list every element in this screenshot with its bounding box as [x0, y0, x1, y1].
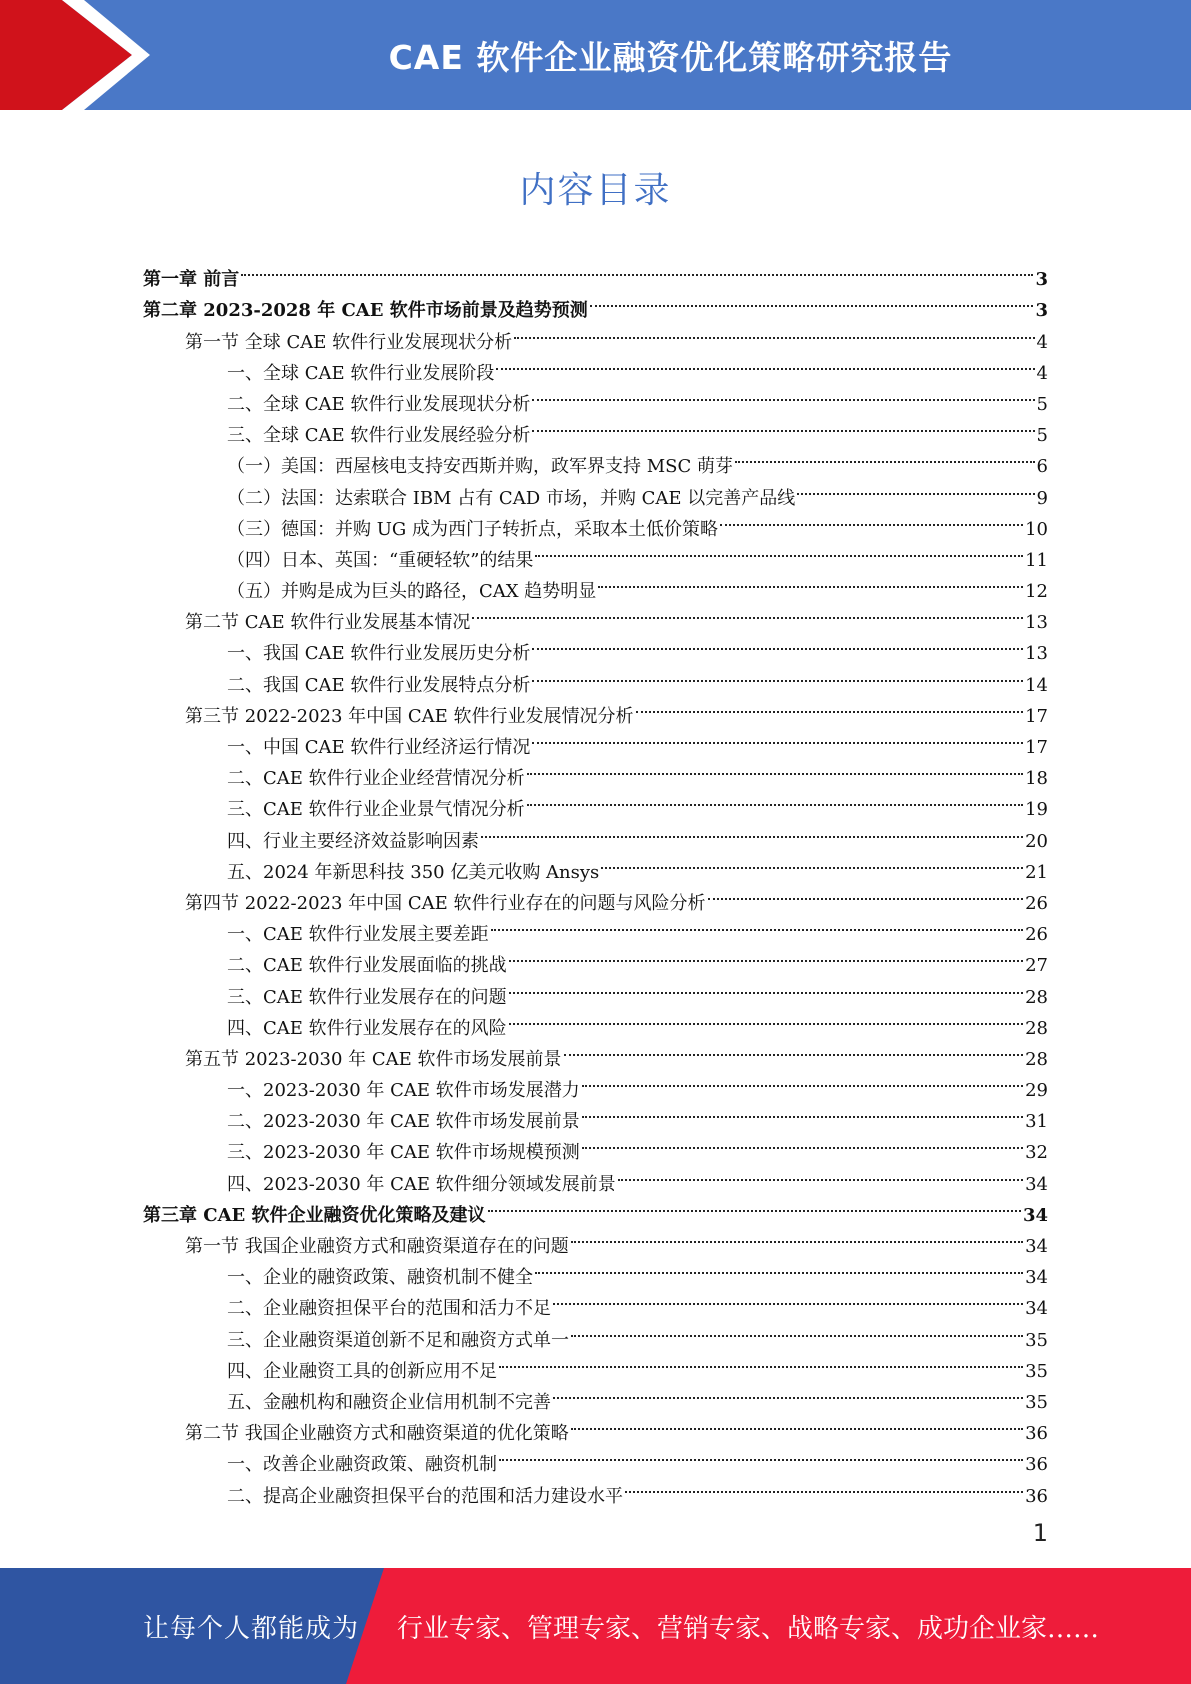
toc-entry-title: 二、全球 CAE 软件行业发展现状分析: [227, 393, 531, 415]
toc-entry-title: 第一节 全球 CAE 软件行业发展现状分析: [185, 331, 513, 353]
toc-entry-title: 第五节 2023-2030 年 CAE 软件市场发展前景: [185, 1048, 562, 1070]
toc-dot-leader: [571, 1408, 1023, 1439]
toc-entry-page: 9: [1036, 487, 1048, 509]
toc-dot-leader: [582, 1127, 1023, 1158]
toc-entry-page: 20: [1025, 830, 1048, 852]
toc-entry-page: 34: [1022, 1204, 1048, 1226]
toc-entry-title: 二、2023-2030 年 CAE 软件市场发展前景: [227, 1111, 580, 1133]
toc-entry-page: 35: [1025, 1391, 1048, 1413]
toc-entry-page: 3: [1035, 269, 1048, 291]
toc-entry-page: 35: [1025, 1360, 1048, 1382]
toc-dot-leader: [618, 1158, 1023, 1189]
toc-entry-title: 五、2024 年新思科技 350 亿美元收购 Ansys: [227, 861, 600, 883]
toc-dot-leader: [535, 1252, 1023, 1283]
toc-dot-leader: [532, 722, 1023, 753]
toc-dot-leader: [241, 254, 1033, 285]
toc-entry-title: 一、CAE 软件行业发展主要差距: [227, 924, 489, 946]
toc-entry-title: 四、CAE 软件行业发展存在的风险: [227, 1017, 507, 1039]
toc-entry-title: 第一章 前言: [143, 269, 240, 291]
toc-entry-title: 一、2023-2030 年 CAE 软件市场发展潜力: [227, 1080, 580, 1102]
toc-dot-leader: [509, 940, 1023, 971]
toc-entry-title: 四、企业融资工具的创新应用不足: [227, 1360, 497, 1382]
toc-entry-page: 34: [1025, 1298, 1048, 1320]
footer-banner: [0, 1568, 1191, 1684]
toc-entry-page: 28: [1025, 986, 1048, 1008]
toc-entry-title: 三、全球 CAE 软件行业发展经验分析: [227, 425, 531, 447]
toc-entry-page: 3: [1035, 300, 1048, 322]
toc-dot-leader: [481, 815, 1023, 846]
toc-entry-page: 28: [1025, 1048, 1048, 1070]
page-number: 1: [1032, 1519, 1048, 1547]
toc-entry-title: （四）日本、英国：“重硬轻软”的结果: [227, 549, 534, 571]
toc-dot-leader: [571, 1221, 1023, 1252]
toc-entry-page: 35: [1025, 1329, 1048, 1351]
toc-entry[interactable]: [143, 285, 1048, 322]
toc-entry-title: （三）德国：并购 UG 成为西门子转折点，采取本土低价策略: [227, 518, 718, 540]
toc-dot-leader: [532, 659, 1023, 690]
toc-entry-title: 一、中国 CAE 软件行业经济运行情况: [227, 737, 531, 758]
toc-dot-leader: [601, 847, 1023, 878]
toc-entry-page: 17: [1025, 705, 1048, 727]
toc-entry-title: 二、CAE 软件行业发展面临的挑战: [227, 955, 507, 977]
toc-entry-title: （五）并购是成为巨头的路径，CAX 趋势明显: [227, 581, 597, 603]
footer-slogan-right: 行业专家、管理专家、营销专家、战略专家、成功企业家……: [397, 1613, 1100, 1644]
toc-dot-leader: [527, 753, 1023, 784]
toc-entry-title: 二、企业融资担保平台的范围和活力不足: [227, 1298, 551, 1320]
toc-dot-leader: [582, 1096, 1023, 1127]
toc-entry-title: 一、企业的融资政策、融资机制不健全: [227, 1267, 533, 1289]
toc-entry-page: 34: [1025, 1236, 1048, 1257]
toc-entry-page: 34: [1025, 1173, 1048, 1195]
toc-entry-page: 5: [1036, 425, 1048, 447]
toc-entry-page: 32: [1025, 1142, 1048, 1164]
toc-entry-page: 26: [1025, 892, 1048, 914]
toc-dot-leader: [708, 878, 1024, 909]
toc-dot-leader: [720, 504, 1023, 535]
toc-dot-leader: [636, 691, 1024, 722]
toc-entry-title: 三、企业融资渠道创新不足和融资方式单一: [227, 1329, 569, 1351]
toc-entry-page: 12: [1025, 581, 1048, 603]
toc-entry-page: 13: [1025, 643, 1048, 665]
toc-dot-leader: [514, 316, 1034, 347]
toc-entry-page: 5: [1036, 393, 1048, 415]
toc-entry-title: 四、2023-2030 年 CAE 软件细分领域发展前景: [227, 1173, 616, 1195]
toc-dot-leader: [590, 285, 1034, 316]
toc-entry-page: 11: [1025, 549, 1048, 571]
toc-entry-title: 二、我国 CAE 软件行业发展特点分析: [227, 674, 531, 696]
toc-dot-leader: [499, 1439, 1023, 1470]
toc-dot-leader: [532, 379, 1034, 410]
toc-entry-title: 五、金融机构和融资企业信用机制不完善: [227, 1391, 551, 1413]
toc-entry-page: 18: [1025, 768, 1048, 790]
toc-entry[interactable]: [143, 254, 1048, 291]
toc-entry-page: 6: [1036, 456, 1048, 478]
toc-entry-title: 一、改善企业融资政策、融资机制: [227, 1454, 497, 1476]
toc-heading: 内容目录: [519, 170, 672, 211]
toc-entry-title: 二、提高企业融资担保平台的范围和活力建设水平: [227, 1485, 623, 1507]
toc-dot-leader: [472, 597, 1023, 628]
toc-entry-page: 4: [1036, 331, 1048, 353]
toc-entry-page: 26: [1025, 924, 1048, 946]
toc-entry-title: 第二章 2023-2028 年 CAE 软件市场前景及趋势预测: [143, 300, 588, 322]
footer-slogan-left: 让每个人都能成为: [143, 1613, 360, 1644]
toc-dot-leader: [532, 628, 1023, 659]
toc-dot-leader: [527, 784, 1023, 815]
toc-dot-leader: [496, 348, 1034, 379]
toc-entry-page: 27: [1025, 955, 1048, 977]
toc-entry-title: 第二节 我国企业融资方式和融资渠道的优化策略: [185, 1423, 569, 1445]
toc-entry-page: 10: [1025, 518, 1048, 540]
toc-entry-title: （二）法国：达索联合 IBM 占有 CAD 市场，并购 CAE 以完善产品线: [227, 487, 796, 509]
toc-entry-title: 三、2023-2030 年 CAE 软件市场规模预测: [227, 1142, 580, 1164]
toc-dot-leader: [735, 441, 1035, 472]
toc-dot-leader: [488, 1190, 1021, 1221]
toc-entry-title: 第三章 CAE 软件企业融资优化策略及建议: [143, 1204, 486, 1226]
toc-entry-page: 4: [1036, 362, 1048, 384]
toc-entry-title: 三、CAE 软件行业发展存在的问题: [227, 986, 507, 1008]
toc-entry-title: 一、我国 CAE 软件行业发展历史分析: [227, 643, 531, 665]
toc-entry-page: 29: [1025, 1080, 1048, 1102]
toc-entry-title: 第二节 CAE 软件行业发展基本情况: [185, 612, 471, 634]
toc-dot-leader: [625, 1470, 1023, 1501]
toc-entry-page: 36: [1025, 1454, 1048, 1476]
toc-entry-title: 四、行业主要经济效益影响因素: [227, 830, 479, 852]
toc-entry-title: 三、CAE 软件行业企业景气情况分析: [227, 799, 525, 821]
toc-dot-leader: [553, 1283, 1023, 1314]
toc-entry-page: 13: [1025, 612, 1048, 634]
toc-entry-title: 第四节 2022-2023 年中国 CAE 软件行业存在的问题与风险分析: [185, 892, 706, 914]
toc-dot-leader: [491, 909, 1023, 940]
toc-dot-leader: [564, 1034, 1024, 1065]
toc-dot-leader: [571, 1314, 1023, 1345]
toc-dot-leader: [598, 566, 1023, 597]
report-header: [0, 0, 1191, 110]
toc-entry-title: （一）美国：西屋核电支持安西斯并购，政军界支持 MSC 萌芽: [227, 456, 733, 478]
toc-entry-page: 36: [1025, 1485, 1048, 1507]
toc-entry-page: 19: [1025, 799, 1048, 821]
toc-entry-title: 一、全球 CAE 软件行业发展阶段: [227, 362, 495, 384]
header-arrow-graphic: [0, 0, 160, 110]
toc-dot-leader: [532, 410, 1034, 441]
toc-dot-leader: [509, 1003, 1023, 1034]
report-title: CAE 软件企业融资优化策略研究报告: [388, 37, 953, 77]
toc-entry-page: 31: [1025, 1111, 1048, 1133]
toc-dot-leader: [535, 535, 1023, 566]
toc-entry-title: 第三节 2022-2023 年中国 CAE 软件行业发展情况分析: [185, 705, 634, 727]
toc-dot-leader: [509, 971, 1023, 1002]
toc-entry-page: 36: [1025, 1423, 1048, 1445]
toc-entry-page: 28: [1025, 1017, 1048, 1039]
toc-dot-leader: [499, 1346, 1023, 1377]
toc-dot-leader: [797, 472, 1034, 503]
toc-entry-page: 14: [1025, 674, 1048, 696]
toc-entry-title: 二、CAE 软件行业企业经营情况分析: [227, 768, 525, 790]
toc-entry-page: 21: [1025, 861, 1048, 883]
toc-entry-title: 第一节 我国企业融资方式和融资渠道存在的问题: [185, 1236, 569, 1257]
toc-dot-leader: [582, 1065, 1023, 1096]
toc-entry-page: 17: [1025, 737, 1048, 758]
toc-entry-page: 34: [1025, 1267, 1048, 1289]
table-of-contents: [143, 254, 1048, 1507]
toc-dot-leader: [553, 1377, 1023, 1408]
